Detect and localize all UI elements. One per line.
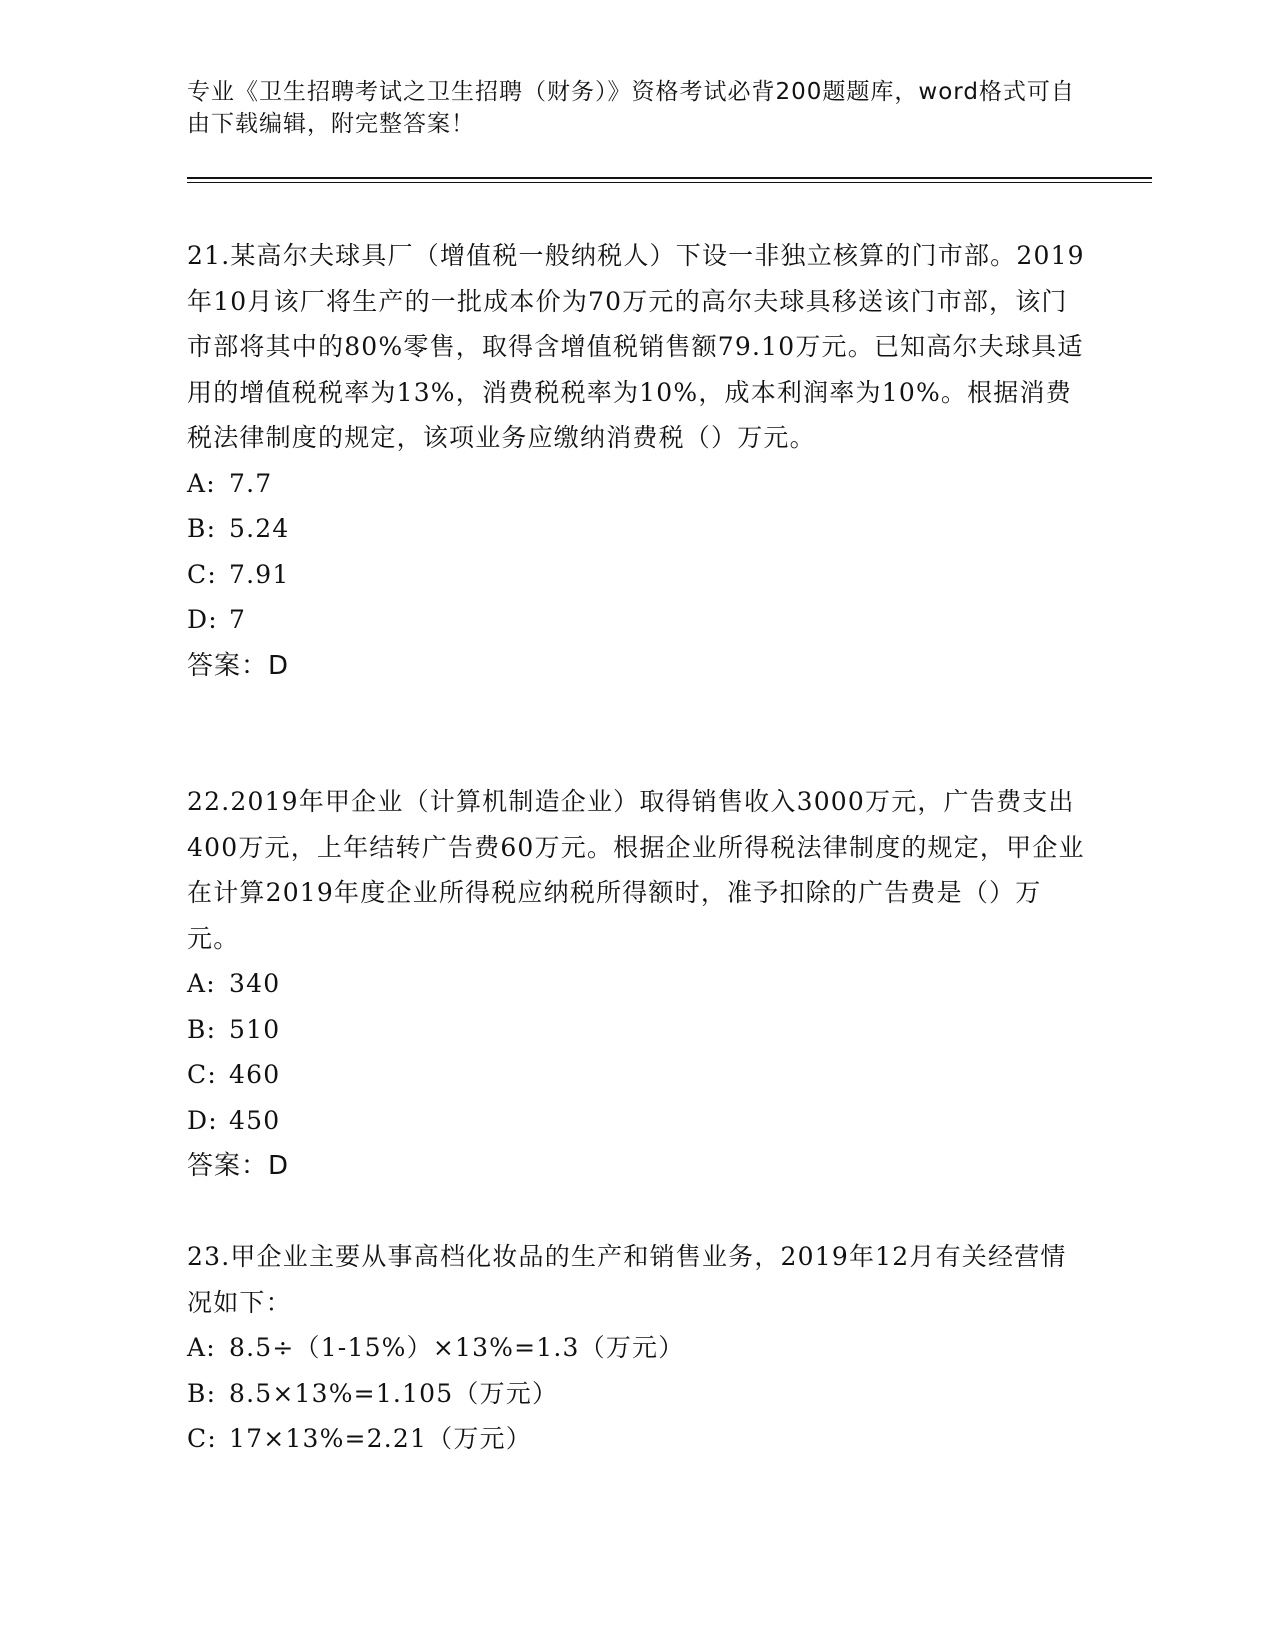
option-key: B:	[187, 514, 217, 543]
option-key: B:	[187, 1378, 217, 1408]
option-key: A:	[187, 1333, 216, 1362]
option-text: 510	[229, 1014, 281, 1044]
option-c	[187, 1052, 1087, 1098]
question-stem: 23.甲企业主要从事高档化妆品的生产和销售业务，2019年12月有关经营情况如下：	[187, 1242, 1067, 1317]
answer-line: 答案：D	[187, 650, 290, 681]
option-text: 7.91	[229, 559, 290, 589]
option-text: 340	[229, 969, 281, 998]
option-key: C:	[187, 559, 217, 589]
option-c	[187, 1416, 1087, 1462]
option-b	[187, 1371, 1087, 1417]
option-d	[187, 1098, 1087, 1144]
option-key: A:	[187, 468, 216, 498]
option-text: 17×13%=2.21（万元）	[229, 1424, 532, 1453]
option-b	[187, 1007, 1087, 1053]
option-d	[187, 597, 1087, 643]
option-c	[187, 552, 1087, 598]
option-text: 7.7	[229, 468, 273, 498]
option-a	[187, 1325, 1087, 1371]
option-key: B:	[187, 1014, 217, 1044]
option-text: 460	[229, 1060, 281, 1089]
header-divider-thin	[187, 182, 1152, 183]
question-23	[187, 1234, 1087, 1462]
option-text: 8.5÷（1-15%）×13%=1.3（万元）	[229, 1333, 685, 1362]
option-key: D:	[187, 605, 218, 634]
option-text: 5.24	[229, 514, 290, 543]
answer-line: 答案：D	[187, 1151, 290, 1181]
question-22	[187, 779, 1087, 1189]
option-text: 7	[229, 605, 247, 634]
option-b	[187, 506, 1087, 552]
option-text: 450	[229, 1105, 281, 1135]
header-divider-thick	[187, 177, 1152, 179]
question-stem: 22.2019年甲企业（计算机制造企业）取得销售收入3000万元，广告费支出400万元，上年结转广告费60万元。根据企业所得税法律制度的规定，甲企业在计算2019年度企业所得税应纳税所得额时，准予扣除的广告费是（）万元。	[187, 787, 1085, 953]
option-key: D:	[187, 1105, 218, 1135]
document-header: 专业《卫生招聘考试之卫生招聘（财务）》资格考试必背200题题库，word格式可自由下载编辑，附完整答案！	[187, 79, 1075, 137]
option-key: A:	[187, 969, 216, 998]
option-a	[187, 461, 1087, 507]
option-key: C:	[187, 1060, 217, 1089]
option-text: 8.5×13%=1.105（万元）	[229, 1378, 559, 1408]
question-21	[187, 233, 1087, 689]
option-a	[187, 961, 1087, 1007]
option-key: C:	[187, 1424, 217, 1453]
question-stem: 21.某高尔夫球具厂（增值税一般纳税人）下设一非独立核算的门市部。2019年10月该厂将生产的一批成本价为70万元的高尔夫球具移送该门市部，该门市部将其中的80%零售，取得含增值税销售额79.10万元。已知高尔夫球具适用的增值税税率为13%，消费税税率为10%，成本利润率为10%。根据消费税法律制度的规定，该项业务应缴纳消费税（）万元。	[187, 241, 1085, 452]
